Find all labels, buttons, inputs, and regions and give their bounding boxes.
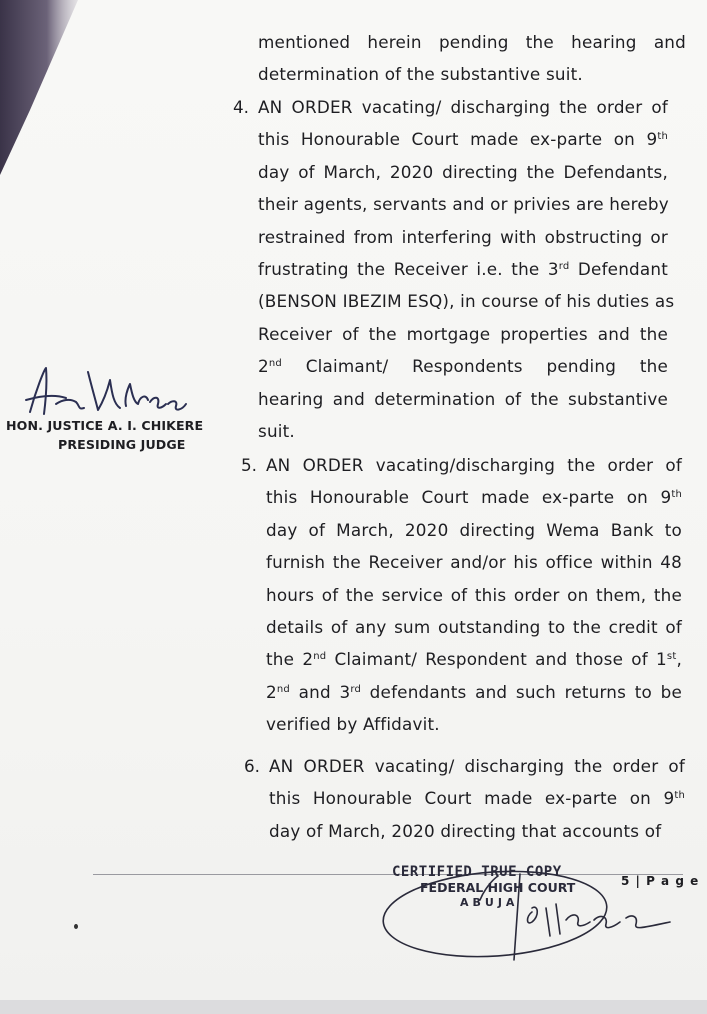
line-text: Claimant/ Respondents pending the [281, 356, 668, 377]
line-text: AN ORDER vacating/ discharging the order of [269, 756, 685, 776]
line-text: (BENSON IBEZIM ESQ), in course of his duties as [258, 291, 675, 312]
ordinal-suffix: nd [268, 358, 282, 370]
text-line [258, 253, 668, 285]
scan-speck [74, 924, 78, 929]
item-number-6: 6. [244, 756, 261, 776]
line-text: details of any sum outstanding to the credit of [266, 617, 682, 638]
ordinal-suffix: rd [558, 261, 570, 273]
line-text: hours of the service of this order on them, the [266, 584, 682, 605]
text-line [266, 546, 682, 578]
line-text: furnish the Receiver and/or his office within 48 [266, 552, 682, 573]
text-line [258, 221, 668, 253]
text-line [269, 750, 685, 782]
text-line [269, 815, 685, 847]
item-number-5: 5. [241, 455, 258, 475]
order-item-5 [266, 449, 682, 741]
line-text: day of March, 2020 directing the Defendants, [258, 161, 668, 182]
text-line [266, 579, 682, 611]
text-line [258, 415, 668, 447]
ordinal-suffix: nd [313, 651, 327, 663]
ordinal-suffix: th [674, 790, 685, 802]
page-number: 5 | P a g e [621, 874, 700, 888]
text-line [266, 708, 682, 740]
text-line [266, 481, 682, 513]
text-line: determination of the substantive suit. [258, 64, 583, 85]
carryover-paragraph [258, 26, 686, 91]
line-text: Receiver of the mortgage properties and the [258, 323, 668, 344]
line-text: this Honourable Court made ex-parte on 9 [266, 487, 672, 508]
line-text: and 3 [289, 681, 351, 702]
line-text: suit. [258, 421, 295, 442]
line-text: 2 [258, 356, 269, 377]
line-text: their agents, servants and or privies are hereby [258, 194, 669, 215]
stamp-abuja: ABUJA [460, 896, 519, 909]
text-line [258, 285, 675, 317]
line-text: the 2 [266, 649, 314, 670]
text-line: mentioned herein pending the hearing and [258, 32, 686, 52]
page-edge-shadow [0, 0, 90, 190]
line-text: verified by Affidavit. [266, 714, 440, 735]
text-line [266, 514, 682, 546]
order-item-6 [269, 750, 685, 847]
text-line [258, 318, 668, 350]
text-line [266, 449, 682, 481]
text-line [258, 350, 668, 382]
ordinal-suffix: th [657, 131, 668, 143]
line-text: 2 [266, 681, 277, 702]
line-text: day of March, 2020 directing that accounts of [269, 820, 662, 841]
text-line [266, 676, 682, 708]
stamp-federal-high-court: FEDERAL HIGH COURT [420, 880, 576, 895]
item-number-4: 4. [233, 97, 250, 117]
text-line [258, 156, 668, 188]
line-text: this Honourable Court made ex-parte on 9 [258, 129, 658, 150]
judge-title: PRESIDING JUDGE [58, 437, 186, 452]
line-text: AN ORDER vacating/discharging the order of [266, 455, 682, 475]
line-text: this Honourable Court made ex-parte on 9 [269, 788, 675, 809]
text-line [266, 643, 682, 675]
line-text: day of March, 2020 directing Wema Bank to [266, 519, 682, 540]
text-line [258, 383, 668, 415]
line-text: hearing and determination of the substantive [258, 388, 668, 409]
line-text: defendants and such returns to be [361, 681, 682, 702]
line-text: frustrating the Receiver i.e. the 3 [258, 259, 559, 280]
stamp-certified-true-copy: CERTIFIED TRUE COPY [392, 864, 562, 880]
order-item-4 [258, 91, 675, 447]
ordinal-suffix: nd [276, 683, 290, 695]
line-text: restrained from interfering with obstructing or [258, 226, 668, 247]
line-text: AN ORDER vacating/ discharging the order of [258, 97, 668, 117]
judge-name: HON. JUSTICE A. I. CHIKERE [6, 418, 204, 433]
text-line [269, 782, 685, 814]
text-line [258, 123, 668, 155]
text-line [258, 91, 668, 123]
line-text: Defendant [569, 259, 668, 280]
line-text: , [676, 649, 682, 670]
text-line [258, 188, 668, 220]
line-text: Claimant/ Respondent and those of 1 [326, 649, 667, 670]
ordinal-suffix: th [671, 489, 682, 501]
scan-bottom-edge [0, 1000, 707, 1014]
ordinal-suffix: rd [350, 683, 362, 695]
text-line [266, 611, 682, 643]
ordinal-suffix: st [666, 651, 677, 663]
